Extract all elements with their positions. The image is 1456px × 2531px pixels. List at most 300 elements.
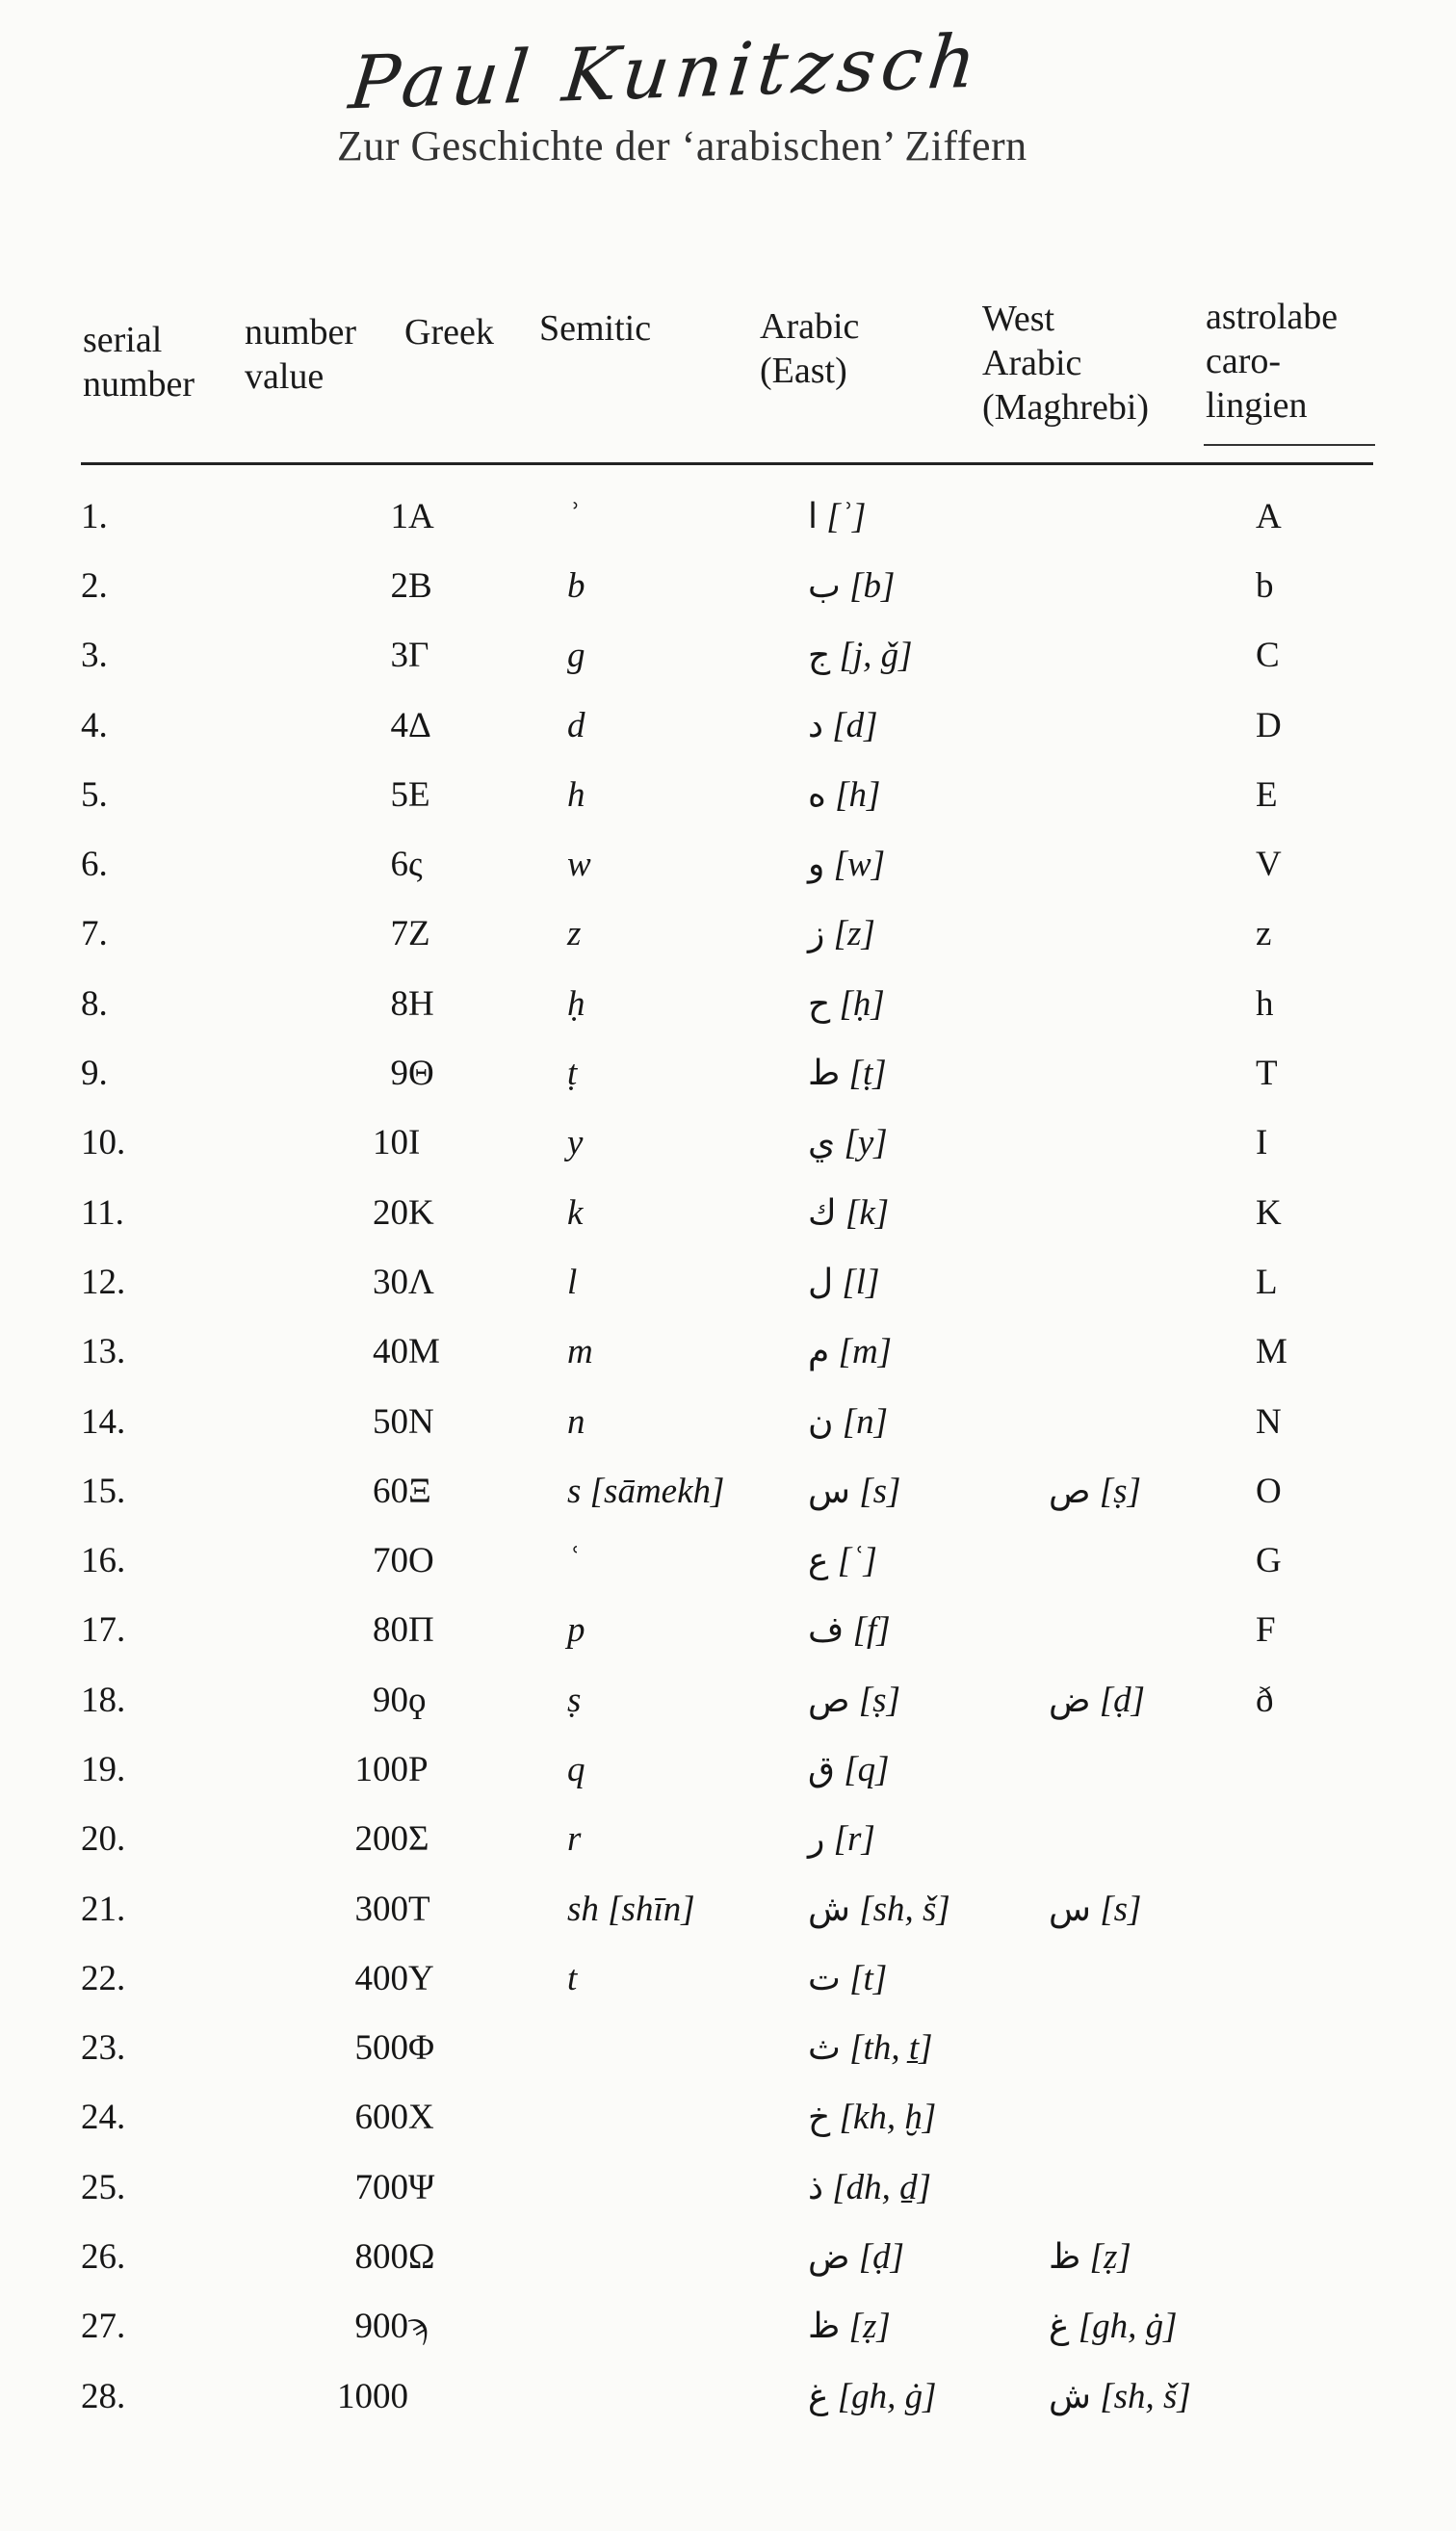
arabic-letter: ج <box>808 636 831 676</box>
semitic-letter: g <box>567 636 585 676</box>
greek-letter: Ξ <box>408 1471 431 1511</box>
semitic-letter: d <box>567 705 585 745</box>
semitic-letter: t <box>567 1958 578 1998</box>
semitic-letter: ṣ <box>567 1680 582 1720</box>
west-arabic-cell <box>1029 1387 1256 1456</box>
greek-letter: Η <box>408 983 434 1024</box>
arabic-transliteration: [t] <box>849 1958 888 1998</box>
table-row <box>81 969 1371 1038</box>
arabic-transliteration: [kh, ḫ] <box>839 2098 937 2138</box>
serial-number: 2. <box>81 565 108 606</box>
arabic-east-cell <box>779 2292 1029 2361</box>
semitic-letter <box>567 2292 779 2361</box>
west-arabic-cell <box>1029 1318 1256 1387</box>
west-arabic-letter: ص <box>1049 1471 1091 1511</box>
table-row <box>81 1526 1371 1595</box>
table-row <box>81 1456 1371 1526</box>
arabic-letter: و <box>808 845 825 885</box>
greek-letter: Φ <box>408 2028 435 2069</box>
astrolabe-letter: G <box>1256 1541 1282 1581</box>
table-row <box>81 2292 1371 2361</box>
arabic-east-cell <box>779 900 1029 969</box>
astrolabe-letter: b <box>1256 565 1274 606</box>
greek-letter: Κ <box>408 1192 434 1233</box>
serial-number: 23. <box>81 2028 126 2069</box>
west-arabic-transliteration: [s] <box>1100 1889 1142 1929</box>
number-value: 1 <box>390 496 408 536</box>
semitic-letter: r <box>567 1819 582 1860</box>
numeral-table <box>81 482 1371 2431</box>
number-value: 70 <box>373 1541 408 1581</box>
number-value: 500 <box>354 2028 408 2069</box>
semitic-letter: k <box>567 1192 584 1233</box>
serial-number: 12. <box>81 1262 126 1302</box>
arabic-east-cell <box>779 1387 1029 1456</box>
serial-number: 9. <box>81 1054 108 1094</box>
number-value: 9 <box>390 1054 408 1094</box>
arabic-letter: ذ <box>808 2167 824 2207</box>
serial-number: 20. <box>81 1819 126 1860</box>
serial-number: 21. <box>81 1889 126 1929</box>
greek-letter: ς <box>408 845 423 885</box>
west-arabic-cell <box>1029 2222 1256 2291</box>
arabic-east-cell <box>779 1038 1029 1108</box>
table-row <box>81 1178 1371 1247</box>
greek-letter: Ι <box>408 1123 421 1163</box>
number-value: 2 <box>390 565 408 606</box>
table-row <box>81 900 1371 969</box>
arabic-transliteration: [n] <box>842 1401 888 1442</box>
greek-letter: Μ <box>408 1332 440 1372</box>
greek-letter: Ε <box>408 774 430 815</box>
semitic-letter: l <box>567 1262 578 1302</box>
arabic-east-cell <box>779 1456 1029 1526</box>
west-arabic-transliteration: [ḍ] <box>1099 1680 1146 1720</box>
greek-letter: ϙ <box>408 1680 427 1720</box>
astrolabe-letter: F <box>1256 1610 1276 1651</box>
arabic-letter: ك <box>808 1192 837 1233</box>
astrolabe-letter <box>1256 2292 1371 2361</box>
table-row <box>81 2083 1371 2153</box>
astrolabe-letter: h <box>1256 983 1274 1024</box>
number-value: 6 <box>390 845 408 885</box>
west-arabic-cell <box>1029 2292 1256 2361</box>
astrolabe-letter: O <box>1256 1471 1282 1511</box>
serial-number: 1. <box>81 496 108 536</box>
astrolabe-letter <box>1256 1805 1371 1874</box>
astrolabe-letter: V <box>1256 845 1282 885</box>
astrolabe-letter: ð <box>1256 1680 1274 1720</box>
serial-number: 27. <box>81 2307 126 2347</box>
arabic-transliteration: [j, ǧ] <box>839 636 913 676</box>
number-value: 80 <box>373 1610 408 1651</box>
arabic-letter: س <box>808 1471 850 1511</box>
arabic-letter: ر <box>808 1819 825 1860</box>
arabic-east-cell <box>779 1874 1029 1944</box>
semitic-letter: sh [shīn] <box>567 1889 695 1929</box>
table-row <box>81 1665 1371 1735</box>
serial-number: 17. <box>81 1610 126 1651</box>
arabic-letter: ب <box>808 565 841 606</box>
astrolabe-letter: D <box>1256 705 1282 745</box>
west-arabic-cell <box>1029 551 1256 620</box>
semitic-letter <box>567 2361 779 2431</box>
number-value: 40 <box>373 1332 408 1372</box>
semitic-letter: ʿ <box>567 1541 580 1581</box>
page-subtitle: Zur Geschichte der ‘arabischen’ Ziffern <box>337 122 1027 170</box>
west-arabic-letter: ظ <box>1049 2237 1081 2278</box>
table-row <box>81 829 1371 899</box>
number-value: 200 <box>354 1819 408 1860</box>
serial-number: 7. <box>81 914 108 954</box>
number-value: 700 <box>354 2167 408 2207</box>
astrolabe-letter <box>1256 2222 1371 2291</box>
arabic-east-cell <box>779 2361 1029 2431</box>
astrolabe-letter: L <box>1256 1262 1278 1302</box>
arabic-transliteration: [q] <box>844 1749 890 1789</box>
semitic-letter <box>567 2153 779 2222</box>
arabic-letter: ت <box>808 1958 841 1998</box>
arabic-transliteration: [ʾ] <box>826 496 867 536</box>
number-value: 20 <box>373 1192 408 1233</box>
number-value: 10 <box>373 1123 408 1163</box>
header-rule <box>81 462 1373 465</box>
serial-number: 25. <box>81 2167 126 2207</box>
arabic-east-cell <box>779 1596 1029 1665</box>
astrolabe-letter: A <box>1256 496 1282 536</box>
west-arabic-transliteration: [ṣ] <box>1099 1471 1141 1511</box>
arabic-transliteration: [ḥ] <box>839 983 885 1024</box>
greek-letter: Α <box>408 496 434 536</box>
serial-number: 14. <box>81 1401 126 1442</box>
west-arabic-letter: ش <box>1049 2376 1091 2416</box>
number-value: 7 <box>390 914 408 954</box>
arabic-transliteration: [d] <box>832 705 878 745</box>
table-row <box>81 1109 1371 1178</box>
astrolabe-letter: I <box>1256 1123 1268 1163</box>
arabic-transliteration: [dh, ḏ] <box>832 2167 932 2207</box>
west-arabic-cell <box>1029 1596 1256 1665</box>
arabic-letter: ف <box>808 1610 845 1651</box>
greek-letter: Γ <box>408 636 429 676</box>
number-value: 300 <box>354 1889 408 1929</box>
arabic-east-cell <box>779 2153 1029 2222</box>
west-arabic-cell <box>1029 2014 1256 2083</box>
number-value: 900 <box>354 2307 408 2347</box>
arabic-east-cell <box>779 1735 1029 1804</box>
arabic-transliteration: [ʿ] <box>837 1541 877 1581</box>
west-arabic-cell <box>1029 691 1256 760</box>
arabic-transliteration: [f] <box>852 1610 891 1651</box>
header-semitic: Semitic <box>539 308 652 349</box>
greek-letter: Θ <box>408 1054 434 1094</box>
arabic-letter: ع <box>808 1541 829 1581</box>
table-row <box>81 1874 1371 1944</box>
serial-number: 8. <box>81 983 108 1024</box>
west-arabic-cell <box>1029 1038 1256 1108</box>
greek-letter: Τ <box>408 1889 430 1929</box>
astrolabe-letter <box>1256 2083 1371 2153</box>
semitic-letter: ḥ <box>567 983 585 1024</box>
astrolabe-letter: N <box>1256 1401 1282 1442</box>
arabic-letter: غ <box>808 2376 829 2416</box>
arabic-east-cell <box>779 2222 1029 2291</box>
astrolabe-letter: T <box>1256 1054 1278 1094</box>
table-row <box>81 760 1371 829</box>
arabic-transliteration: [z] <box>833 914 875 954</box>
arabic-letter: م <box>808 1332 830 1372</box>
semitic-letter: w <box>567 845 591 885</box>
astrolabe-letter <box>1256 2361 1371 2431</box>
author-handwritten: Paul Kunitzsch <box>345 17 986 126</box>
greek-letter: Δ <box>408 705 431 745</box>
arabic-east-cell <box>779 829 1029 899</box>
arabic-transliteration: [ṣ] <box>858 1680 900 1720</box>
table-row <box>81 2222 1371 2291</box>
west-arabic-cell <box>1029 2083 1256 2153</box>
serial-number: 24. <box>81 2098 126 2138</box>
table-row <box>81 2153 1371 2222</box>
arabic-east-cell <box>779 691 1029 760</box>
semitic-letter: m <box>567 1332 593 1372</box>
arabic-transliteration: [b] <box>849 565 896 606</box>
arabic-east-cell <box>779 551 1029 620</box>
serial-number: 18. <box>81 1680 126 1720</box>
header-serial-number: serial number <box>83 320 195 404</box>
greek-letter: Ο <box>408 1541 434 1581</box>
semitic-letter: q <box>567 1749 585 1789</box>
header-west-arabic: West Arabic (Maghrebi) <box>982 299 1150 428</box>
number-value: 30 <box>373 1262 408 1302</box>
semitic-letter: y <box>567 1123 584 1163</box>
semitic-letter: s [sāmekh] <box>567 1471 725 1511</box>
west-arabic-cell <box>1029 1109 1256 1178</box>
arabic-east-cell <box>779 1318 1029 1387</box>
arabic-letter: ق <box>808 1749 835 1789</box>
serial-number: 4. <box>81 705 108 745</box>
arabic-letter: ل <box>808 1262 834 1302</box>
greek-letter: ϡ <box>408 2307 429 2347</box>
serial-number: 5. <box>81 774 108 815</box>
arabic-letter: ث <box>808 2028 841 2069</box>
greek-letter: Ζ <box>408 914 430 954</box>
header-arabic-east: Arabic (East) <box>760 306 860 391</box>
number-value: 4 <box>390 705 408 745</box>
arabic-transliteration: [w] <box>833 845 886 885</box>
number-value: 60 <box>373 1471 408 1511</box>
number-value: 100 <box>354 1749 408 1789</box>
arabic-letter: ح <box>808 983 831 1024</box>
header-astrolabe: astrolabe caro- lingien <box>1206 297 1339 426</box>
number-value: 600 <box>354 2098 408 2138</box>
semitic-letter: p <box>567 1610 585 1651</box>
header-greek: Greek <box>404 312 494 352</box>
arabic-east-cell <box>779 760 1029 829</box>
arabic-letter: ط <box>808 1054 841 1094</box>
serial-number: 19. <box>81 1749 126 1789</box>
arabic-transliteration: [ẓ] <box>848 2307 891 2347</box>
header-underline-astrolabe <box>1204 444 1375 446</box>
arabic-letter: ه <box>808 774 826 815</box>
west-arabic-cell <box>1029 1874 1256 1944</box>
number-value: 50 <box>373 1401 408 1442</box>
arabic-east-cell <box>779 1109 1029 1178</box>
greek-letter: Χ <box>408 2098 434 2138</box>
astrolabe-letter: E <box>1256 774 1278 815</box>
arabic-east-cell <box>779 1944 1029 2013</box>
west-arabic-cell <box>1029 1456 1256 1526</box>
arabic-east-cell <box>779 2083 1029 2153</box>
west-arabic-letter: س <box>1049 1889 1091 1929</box>
west-arabic-cell <box>1029 900 1256 969</box>
west-arabic-cell <box>1029 969 1256 1038</box>
semitic-letter: z <box>567 914 582 954</box>
arabic-transliteration: [ḍ] <box>858 2237 905 2278</box>
arabic-letter: ز <box>808 914 825 954</box>
west-arabic-letter: ض <box>1049 1680 1091 1720</box>
arabic-letter: د <box>808 705 824 745</box>
semitic-letter <box>567 2083 779 2153</box>
table-row <box>81 2014 1371 2083</box>
arabic-transliteration: [h] <box>835 774 881 815</box>
arabic-transliteration: [sh, š] <box>859 1889 950 1929</box>
serial-number: 3. <box>81 636 108 676</box>
serial-number: 15. <box>81 1471 126 1511</box>
greek-letter: Ρ <box>408 1749 429 1789</box>
astrolabe-letter <box>1256 1735 1371 1804</box>
greek-letter: Ψ <box>408 2167 435 2207</box>
arabic-transliteration: [s] <box>859 1471 901 1511</box>
greek-letter: Ν <box>408 1401 434 1442</box>
west-arabic-cell <box>1029 2153 1256 2222</box>
arabic-east-cell <box>779 1178 1029 1247</box>
astrolabe-letter <box>1256 1944 1371 2013</box>
astrolabe-letter <box>1256 2153 1371 2222</box>
astrolabe-letter: z <box>1256 914 1272 954</box>
arabic-east-cell <box>779 1665 1029 1735</box>
west-arabic-cell <box>1029 829 1256 899</box>
west-arabic-cell <box>1029 1665 1256 1735</box>
number-value: 90 <box>373 1680 408 1720</box>
greek-letter: Υ <box>408 1958 434 1998</box>
arabic-transliteration: [l] <box>842 1262 880 1302</box>
table-row <box>81 1038 1371 1108</box>
arabic-letter: ا <box>808 496 819 536</box>
west-arabic-cell <box>1029 1735 1256 1804</box>
table-row <box>81 621 1371 691</box>
serial-number: 26. <box>81 2237 126 2278</box>
arabic-letter: خ <box>808 2098 831 2138</box>
table-row <box>81 551 1371 620</box>
west-arabic-cell <box>1029 1526 1256 1595</box>
semitic-letter <box>567 2014 779 2083</box>
arabic-east-cell <box>779 2014 1029 2083</box>
astrolabe-letter <box>1256 2014 1371 2083</box>
number-value: 5 <box>390 774 408 815</box>
greek-letter: Ω <box>408 2237 435 2278</box>
semitic-letter: ʾ <box>567 496 580 536</box>
astrolabe-letter: C <box>1256 636 1280 676</box>
serial-number: 22. <box>81 1958 126 1998</box>
arabic-letter: ظ <box>808 2307 841 2347</box>
arabic-east-cell <box>779 1526 1029 1595</box>
arabic-east-cell <box>779 1247 1029 1317</box>
semitic-letter: b <box>567 565 585 606</box>
west-arabic-cell <box>1029 1178 1256 1247</box>
west-arabic-cell <box>1029 1805 1256 1874</box>
number-value: 800 <box>354 2237 408 2278</box>
astrolabe-letter <box>1256 1874 1371 1944</box>
semitic-letter: n <box>567 1401 585 1442</box>
semitic-letter <box>567 2222 779 2291</box>
greek-letter: Λ <box>408 1262 434 1302</box>
greek-letter: Σ <box>408 1819 429 1860</box>
table-row <box>81 482 1371 551</box>
arabic-transliteration: [ṭ] <box>848 1054 887 1094</box>
serial-number: 16. <box>81 1541 126 1581</box>
arabic-letter: ص <box>808 1680 850 1720</box>
table-row <box>81 1805 1371 1874</box>
west-arabic-cell <box>1029 621 1256 691</box>
serial-number: 13. <box>81 1332 126 1372</box>
serial-number: 28. <box>81 2376 126 2416</box>
serial-number: 10. <box>81 1123 126 1163</box>
west-arabic-cell <box>1029 1944 1256 2013</box>
arabic-letter: ض <box>808 2237 850 2278</box>
table-row <box>81 1596 1371 1665</box>
arabic-transliteration: [k] <box>845 1192 890 1233</box>
arabic-east-cell <box>779 621 1029 691</box>
arabic-transliteration: [y] <box>844 1123 888 1163</box>
number-value: 3 <box>390 636 408 676</box>
arabic-transliteration: [th, ṯ] <box>849 2028 933 2069</box>
arabic-letter: ي <box>808 1123 836 1163</box>
table-row <box>81 1735 1371 1804</box>
west-arabic-transliteration: [gh, ġ] <box>1078 2307 1178 2347</box>
number-value: 1000 <box>337 2376 408 2416</box>
west-arabic-transliteration: [ẓ] <box>1089 2237 1131 2278</box>
arabic-transliteration: [r] <box>833 1819 875 1860</box>
table-row <box>81 2361 1371 2431</box>
west-arabic-cell <box>1029 1247 1256 1317</box>
astrolabe-letter: M <box>1256 1332 1287 1372</box>
serial-number: 11. <box>81 1192 124 1233</box>
header-number-value: number value <box>245 312 357 397</box>
west-arabic-cell <box>1029 2361 1256 2431</box>
table-row <box>81 1944 1371 2013</box>
west-arabic-letter: غ <box>1049 2307 1070 2347</box>
table-row <box>81 1387 1371 1456</box>
greek-letter: Π <box>408 1610 434 1651</box>
serial-number: 6. <box>81 845 108 885</box>
number-value: 400 <box>354 1958 408 1998</box>
astrolabe-letter: K <box>1256 1192 1282 1233</box>
number-value: 8 <box>390 983 408 1024</box>
arabic-transliteration: [gh, ġ] <box>837 2376 937 2416</box>
arabic-transliteration: [m] <box>838 1332 893 1372</box>
greek-letter: Β <box>408 565 432 606</box>
table-row <box>81 1247 1371 1317</box>
table-row <box>81 1318 1371 1387</box>
semitic-letter: h <box>567 774 585 815</box>
arabic-east-cell <box>779 1805 1029 1874</box>
greek-letter <box>408 2361 567 2431</box>
west-arabic-transliteration: [sh, š] <box>1100 2376 1191 2416</box>
arabic-east-cell <box>779 969 1029 1038</box>
west-arabic-cell <box>1029 760 1256 829</box>
table-row <box>81 691 1371 760</box>
arabic-letter: ن <box>808 1401 834 1442</box>
